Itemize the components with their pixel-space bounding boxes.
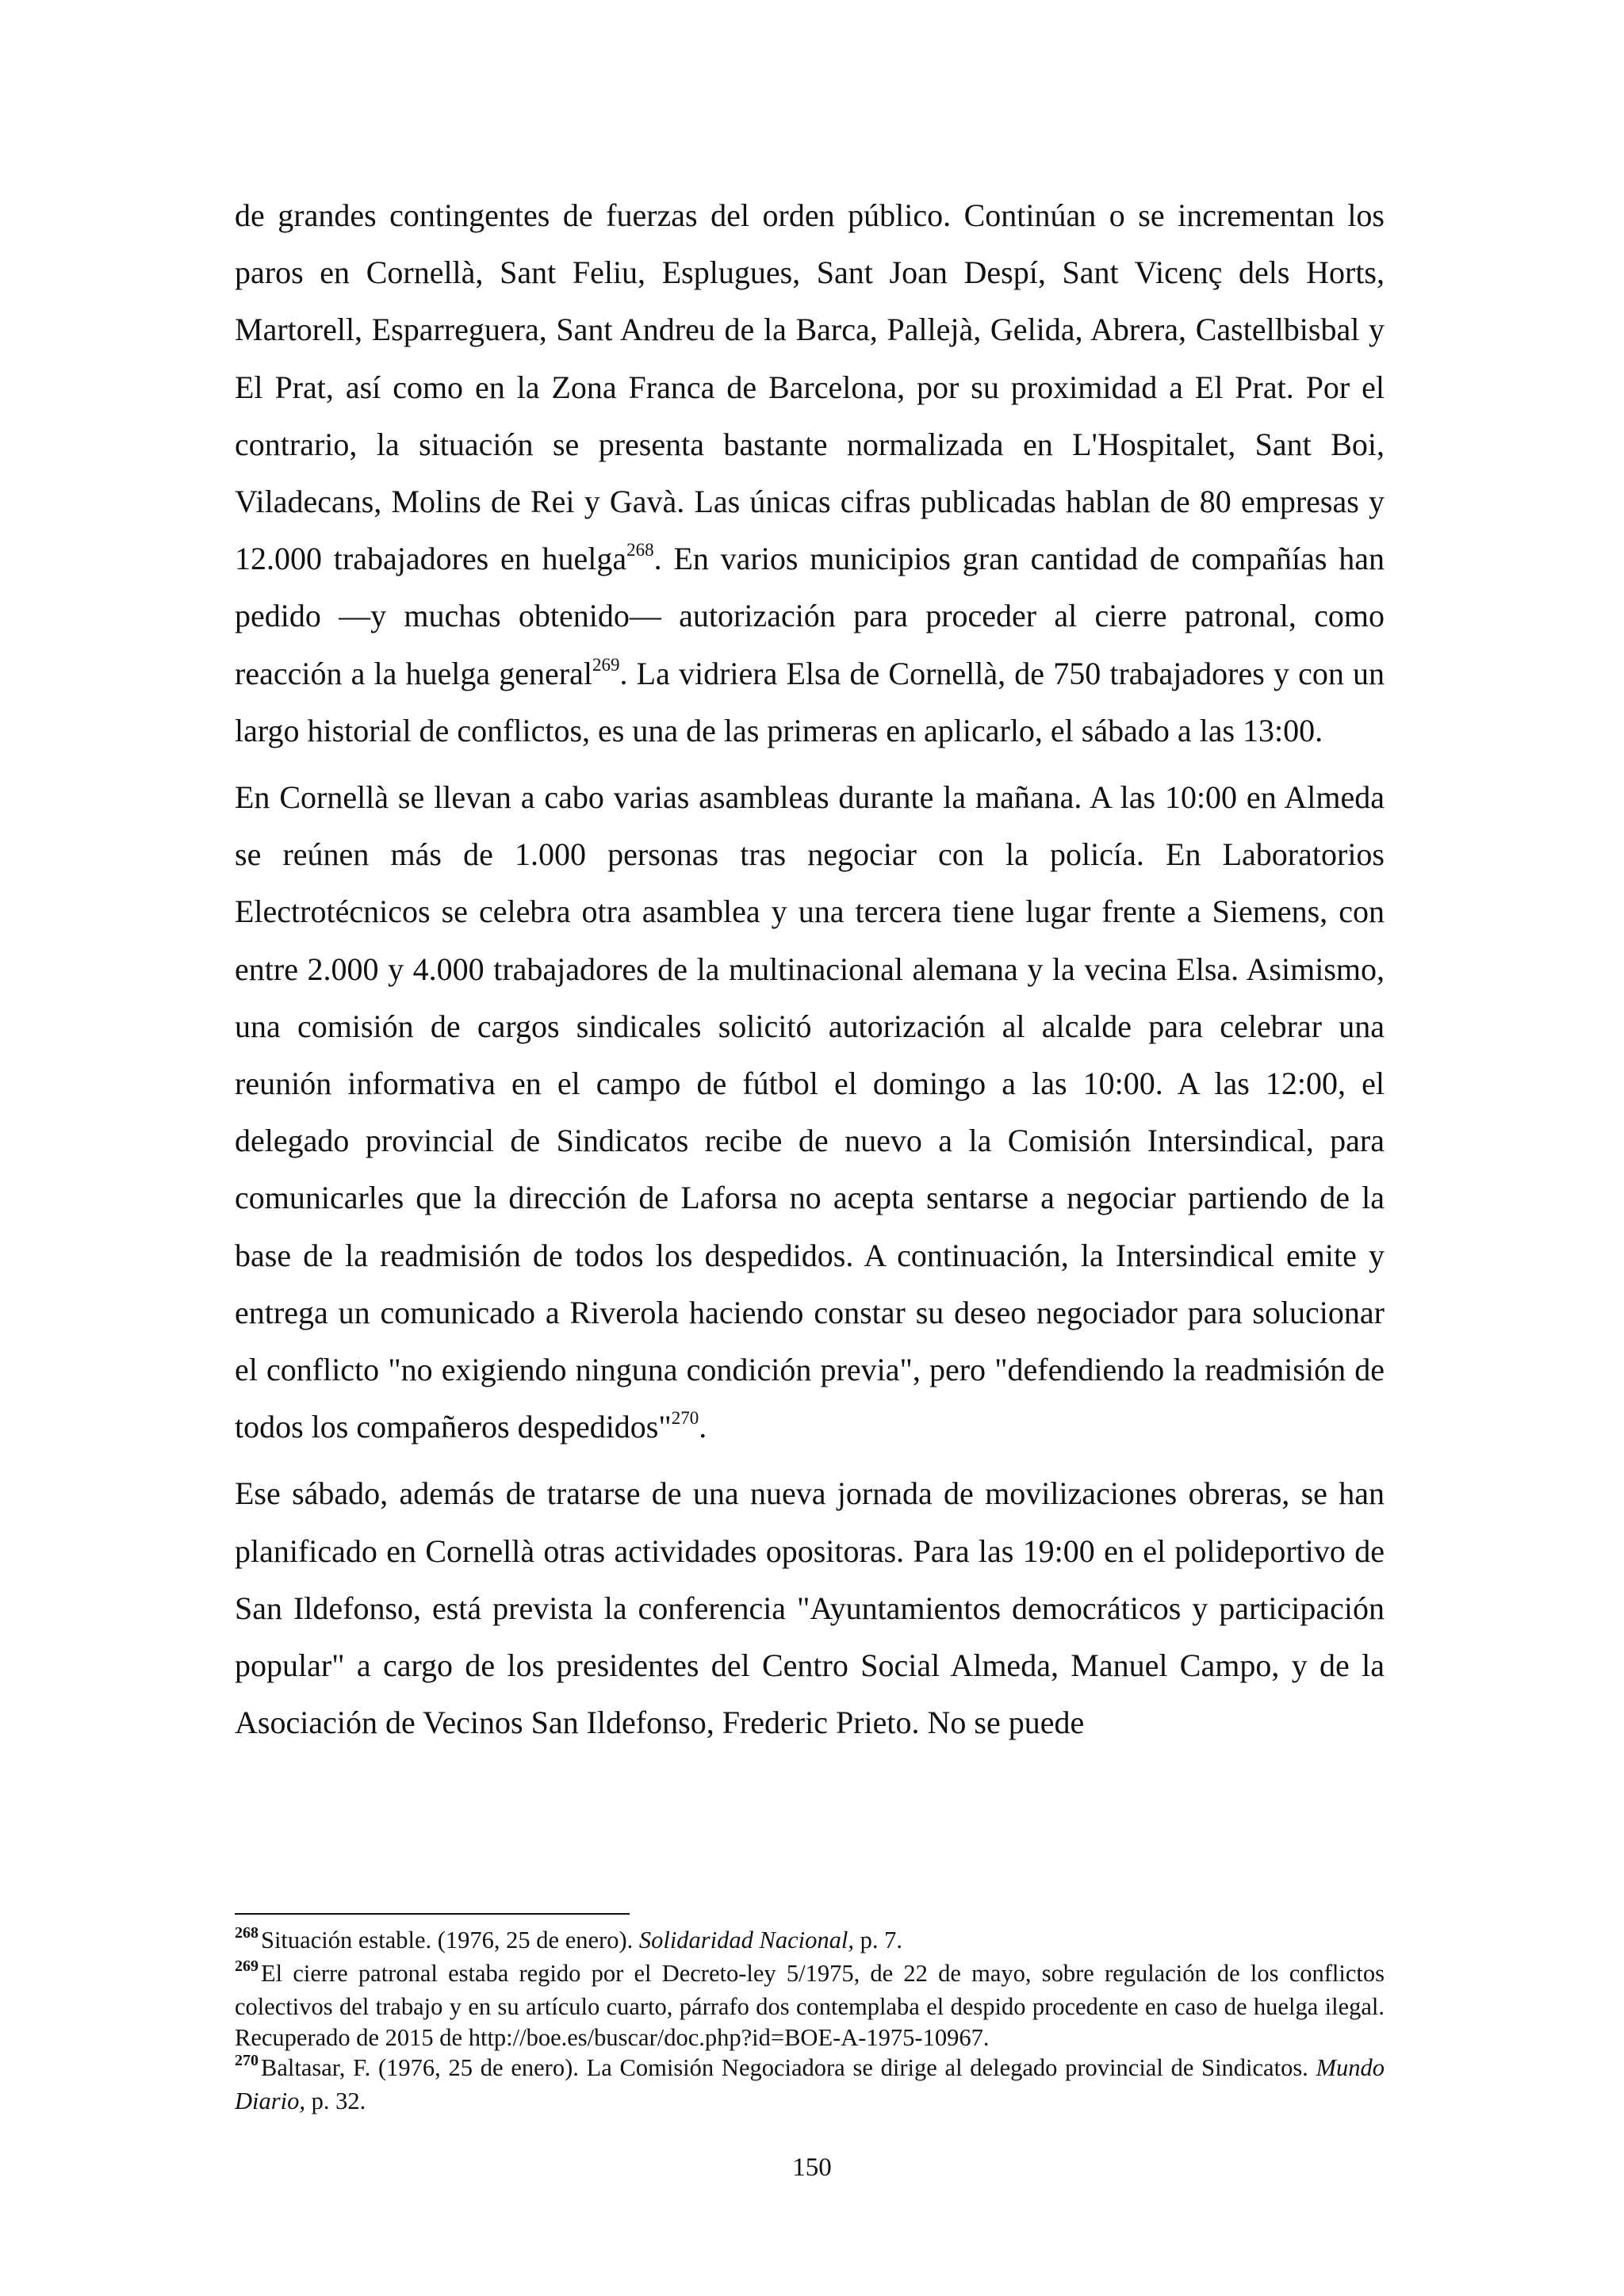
footnote-number: 270 [235,2051,259,2069]
paragraph-2: En Cornellà se llevan a cabo varias asambleas durante la mañana. A las 10:00 en Almeda se reúnen más de 1.000 personas tras negociar con la policía. En Laboratorios Electrotécnicos se celebra otra asamblea y una tercera tiene lugar frente a Siemens, con entre 2.000 y 4.000 trabajadores de la multinacional alemana y la vecina Elsa. Asimismo, una comisión de cargos sindicales solicitó autorización al alcalde para celebrar una reunión informativa en el campo de fútbol el domingo a las 10:00. A las 12:00, el delegado provincial de Sindicatos recibe de nuevo a la Comisión Intersindical, para comunicarles que la dirección de Laforsa no acepta sentarse a negociar partiendo de la base de la readmisión de todos los despedidos. A continuación, la Intersindical emite y entrega un comunicado a Riverola haciendo constar su deseo negociador para solucionar el conflicto "no exigiendo ninguna condición previa", pero "defendiendo la readmisión de todos los compañeros despedidos"$^{270}$. [235,779,1385,1445]
paragraph-1: de grandes contingentes de fuerzas del orden público. Continúan o se incrementan los paros en Cornellà, Sant Feliu, Esplugues, Sant Joan Despí, Sant Vicenç dels Horts, Martorell, Esparreguera, Sant Andreu de la Barca, Pallejà, Gelida, Abrera, Castellbisbal y El Prat, así como en la Zona Franca de Barcelona, por su proximidad a El Prat. Por el contrario, la situación se presenta bastante normalizada en L'Hospitalet, Sant Boi, Viladecans, Molins de Rei y Gavà. Las únicas cifras publicadas hablan de 80 empresas y 12.000 trabajadores en huelga$^{268}$. En varios municipios gran cantidad de compañías han pedido —y muchas obtenido— autorización para proceder al cierre patronal, como reacción a la huelga general$^{269}$. La vidriera Elsa de Cornellà, de 750 trabajadores y con un largo historial de conflictos, es una de las primeras en aplicarlo, el sábado a las 13:00. [235,197,1385,748]
footnote-ref-270[interactable]: 270 [671,1408,699,1429]
source-title: Mundo Diario, [235,2053,1385,2115]
footnote-number: 268 [235,1924,259,1942]
paragraph-3: Ese sábado, además de tratarse de una nueva jornada de movilizaciones obreras, se han planificado en Cornellà otras actividades opositoras. Para las 19:00 en el polideportivo de San Ildefonso, está prevista la conferencia "Ayuntamientos democráticos y participación popular" a cargo de los presidentes del Centro Social Almeda, Manuel Campo, y de la Asociación de Vecinos San Ildefonso, Frederic Prieto. No se puede [235,1475,1385,1741]
footnote-269: $^{269}$El cierre patronal estaba regido por el Decreto-ley 5/1975, de 22 de mayo, sobre regulación de los conflictos colectivos del trabajo y en su artículo cuarto, párrafo dos contemplaba el despido procedente en caso de huelga ilegal. Recuperado de 2015 de http://boe.es/buscar/doc.php?id=BOE-A-1975-10967. [235,1957,1385,2051]
source-title: Solidaridad Nacional, [638,1927,854,1954]
footnote-ref-269[interactable]: 269 [592,654,620,675]
footnote-number: 269 [235,1957,259,1976]
page-number: 150 [792,2153,832,2182]
footnote-separator [235,1913,630,1915]
body-text [235,187,1385,1761]
footnotes [235,1925,1385,2116]
footnote-ref-268[interactable]: 268 [626,540,654,561]
footnote-268: $^{268}$Situación estable. (1976, 25 de enero). Solidaridad Nacional, p. 7. [235,1924,902,1954]
footnote-270: $^{270}$Baltasar, F. (1976, 25 de enero). La Comisión Negociadora se dirige al delegado provincial de Sindicatos. Mundo Diario, p. 32. [235,2051,1385,2115]
